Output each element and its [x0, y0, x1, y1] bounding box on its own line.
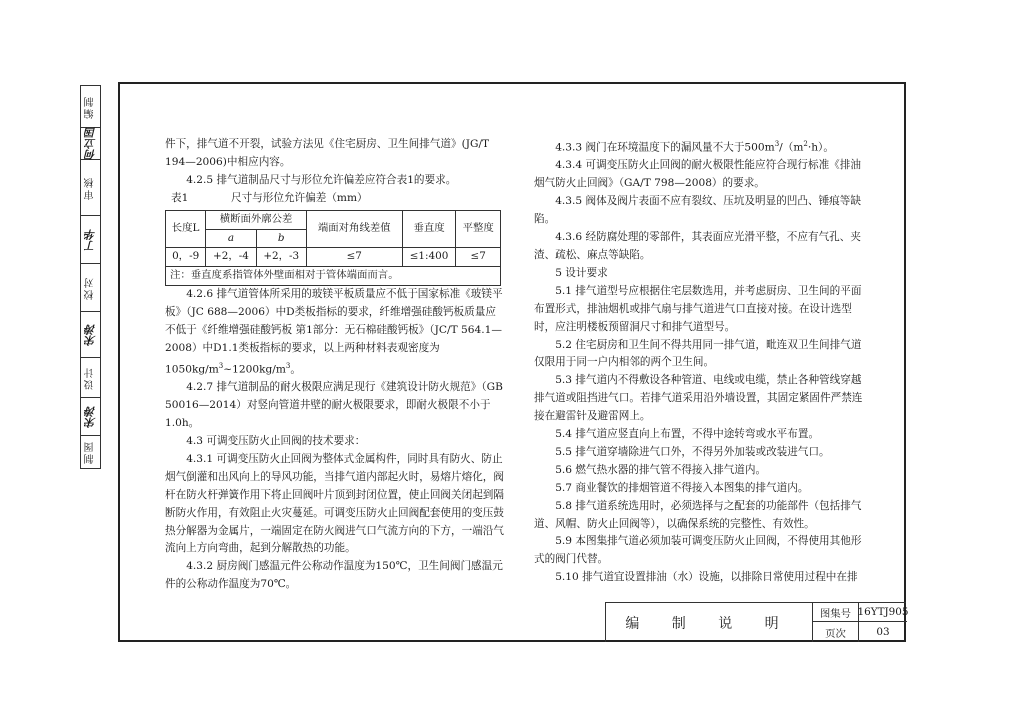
- paragraph-5-3: 5.3 排气道内不得敷设各种管道、电线或电缆，禁止各种管线穿越排气道或阻挡进气口。若排气道采用沿外墙设置，其固定紧固件严禁连接在避雷针及避雷网上。: [534, 374, 863, 423]
- sidebar-cell-editor-signature: 何立国: [81, 128, 100, 160]
- tolerance-table: [165, 210, 501, 287]
- heading-5: 5 设计要求: [555, 266, 608, 279]
- table-cell: ≤7: [456, 248, 501, 267]
- paragraph-5-2: 5.2 住宅厨房和卫生间不得共用同一排气道，毗连双卫生间排气道仅限用于同一户内相邻的两个卫生间。: [534, 338, 862, 369]
- table-header: 平整度: [456, 210, 501, 248]
- paragraph: 件下，排气道不开裂，试验方法见《住宅厨房、卫生间排气道》(JG/T: [165, 138, 490, 150]
- page-number-label: 页次: [813, 622, 859, 642]
- table-cell: ≤1:400: [402, 248, 456, 267]
- sidebar-cell-editor-label: 编制: [81, 86, 100, 128]
- sidebar-cell-check-label: 校对: [81, 264, 100, 312]
- paragraph-4-3-1: 4.3.1 可调变压防火止回阀为整体式金属构件，同时具有防火、防止烟气倒灌和出风向上的导风功能，当排气道内部起火时，易熔片熔化，阀杆在防火杆弹簧作用下将止回阀叶片顶到封闭位置，使止回阀关闭起到隔断防火作用，有效阻止火灾蔓延。可调变压防火止回阀配套使用的变压鼓热分解器为金属片，一端固定在防火阀进气口气流方向的下方，一端沿气流向上方向弯曲，起到分解散热的功能。: [165, 452, 504, 555]
- table-label: 表1: [171, 191, 189, 204]
- table-header: 横断面外廓公差: [206, 210, 307, 229]
- left-column: [165, 136, 504, 594]
- sidebar-cell-design-signature: 宋涛: [81, 398, 100, 436]
- paragraph-4-2-6: 4.2.6 排气道管体所采用的玻镁平板质量应不低于国家标准《玻镁平板》（JC 688—2006）中D类板指标的要求，纤维增强硅酸钙板质量应不低于《纤维增强硅酸钙板 第1部分：无石棉硅酸钙板》（JC/T 564.1—2008）中D1.1类板指标的要求，以上两种材料表观密度为$1050kg/m^3\sim 1200kg/m^3$。: [165, 288, 503, 376]
- paragraph-4-3-3: 4.3.3 阀门在环境温度下的漏风量不大于$500m^3/(m^2\cdot h)$。: [555, 140, 834, 154]
- table-title: 尺寸与形位允许偏差（mm）: [231, 191, 368, 204]
- sidebar-cell-drawing-label: 制图: [85, 440, 96, 464]
- paragraph-5-5: 5.5 排气道穿墙除进气口外，不得另外加装或改装进气口。: [555, 445, 830, 458]
- title-block: [605, 602, 909, 642]
- table-cell: ≤7: [306, 248, 402, 267]
- table-header: 端面对角线差值: [306, 210, 402, 248]
- table-note: 注：垂直度系指管体外壁面相对于管体端面而言。: [166, 267, 501, 286]
- paragraph-5-10: 5.10 排气道宜设置排油（水）设施，以排除日常使用过程中在排: [555, 571, 858, 584]
- paragraph: 194—2006)中相应内容。: [165, 155, 291, 168]
- table-header: a: [206, 229, 256, 248]
- table-caption: [165, 190, 504, 208]
- table-header: 长度L: [166, 210, 206, 248]
- table-cell: 0，-9: [166, 248, 206, 267]
- sidebar-cell-design-label: 设计: [81, 358, 100, 398]
- atlas-number-label: 图集号: [813, 603, 859, 622]
- paragraph-4-3-5: 4.3.5 阀体及阀片表面不应有裂纹、压坑及明显的凹凸、锤痕等缺陷。: [534, 195, 861, 226]
- paragraph-4-3-4: 4.3.4 可调变压防火止回阀的耐火极限性能应符合现行标准《排油烟气防火止回阀》（GA/T 798—2008）的要求。: [534, 159, 861, 190]
- paragraph-4-2-7: 4.2.7 排气道制品的耐火极限应满足现行《建筑设计防火规范》（GB 50016—2014）对竖向管道井壁的耐火极限要求，即耐火极限不小于1.0h。: [165, 381, 503, 430]
- table-cell: +2，-4: [206, 248, 256, 267]
- page-number: 03: [876, 626, 890, 638]
- sidebar-cell-check-signature: 宋涛: [81, 312, 100, 358]
- right-column: [534, 136, 868, 587]
- sidebar-cell-review-signature: 丁华: [81, 216, 100, 264]
- paragraph-5-6: 5.6 燃气热水器的排气管不得接入排气道内。: [555, 463, 767, 476]
- atlas-number: 16YTJ905: [859, 603, 907, 622]
- table-cell: +2，-3: [256, 248, 306, 267]
- paragraph-5-4: 5.4 排气道应竖直向上布置，不得中途转弯或水平布置。: [555, 428, 820, 441]
- paragraph-4-2-5: 4.2.5 排气道制品尺寸与形位允许偏差应符合表1的要求。: [186, 173, 457, 186]
- heading-4-3: 4.3 可调变压防火止回阀的技术要求：: [186, 435, 366, 448]
- sidebar-cell-review-label: 审核: [81, 160, 100, 216]
- table-header: b: [256, 229, 306, 248]
- paragraph-5-8: 5.8 排气道系统选用时，必须选择与之配套的功能部件（包括排气道、风帽、防火止回阀等），以确保系统的完整性、有效性。: [534, 499, 862, 530]
- paragraph-4-3-6: 4.3.6 经防腐处理的零部件，其表面应光滑平整，不应有气孔、夹渣、疏松、麻点等缺陷。: [534, 231, 861, 261]
- sheet-title: 编 制 说 明: [606, 603, 813, 642]
- paragraph-5-9: 5.9 本图集排气道必须加装可调变压防火止回阀，不得使用其他形式的阀门代替。: [534, 535, 862, 566]
- paragraph-5-1: 5.1 排气道型号应根据住宅层数选用，并考虑厨房、卫生间的平面布置形式，排油烟机或排气扇与排气道进气口直接对接。在设计选型时，应注明楼板预留洞尺寸和排气道型号。: [534, 284, 862, 333]
- table-header: 垂直度: [402, 210, 456, 248]
- approval-strip: [80, 85, 101, 469]
- paragraph-5-7: 5.7 商业餐饮的排烟管道不得接入本图集的排气道内。: [555, 481, 809, 494]
- paragraph-4-3-2: 4.3.2 厨房阀门感温元件公称动作温度为150℃，卫生间阀门感温元件的公称动作温度为70℃。: [165, 560, 503, 591]
